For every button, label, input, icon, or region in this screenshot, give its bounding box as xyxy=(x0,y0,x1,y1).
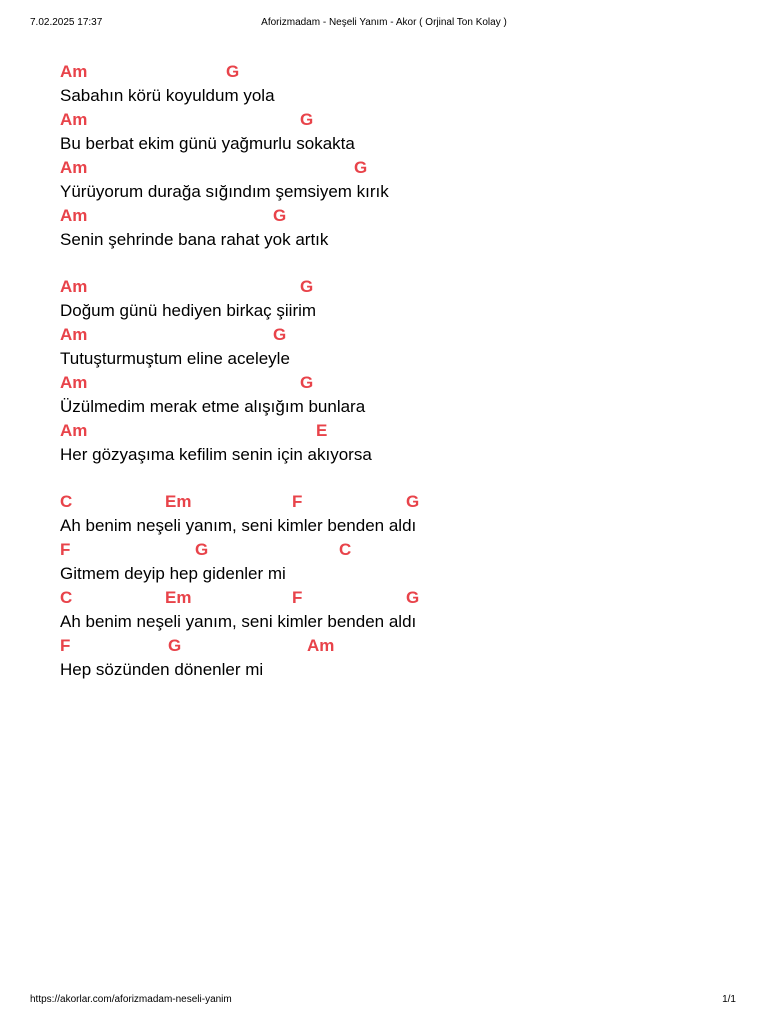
chord-line xyxy=(60,206,740,230)
chord: G xyxy=(273,325,287,344)
lyric-line: Tutuşturmuştum eline aceleyle xyxy=(60,349,290,368)
chord-line xyxy=(60,588,740,612)
chord: Am xyxy=(60,421,88,440)
chord: G xyxy=(300,110,314,129)
chord: F xyxy=(292,492,303,511)
print-footer xyxy=(0,994,768,1008)
chord-line xyxy=(60,62,740,86)
chord-line xyxy=(60,277,740,301)
chord-line xyxy=(60,373,740,397)
chord: F xyxy=(60,636,71,655)
chord: Am xyxy=(60,373,88,392)
chord: G xyxy=(406,492,420,511)
chord: Em xyxy=(165,492,192,511)
song-sheet xyxy=(60,62,740,707)
chord: G xyxy=(195,540,209,559)
page-number: 1/1 xyxy=(722,994,736,1005)
lyric-line: Bu berbat ekim günü yağmurlu sokakta xyxy=(60,134,355,153)
chord-line xyxy=(60,492,740,516)
lyric-line: Üzülmedim merak etme alışığım bunlara xyxy=(60,397,366,416)
chord: Am xyxy=(307,636,335,655)
chord: G xyxy=(406,588,420,607)
chord-line xyxy=(60,158,740,182)
lyric-line: Gitmem deyip hep gidenler mi xyxy=(60,564,286,583)
chord-line xyxy=(60,636,740,660)
chord: F xyxy=(292,588,303,607)
print-date: 7.02.2025 17:37 xyxy=(30,17,103,28)
chord-line xyxy=(60,110,740,134)
chord: Am xyxy=(60,110,88,129)
lyric-line: Her gözyaşıma kefilim senin için akıyorsa xyxy=(60,445,372,464)
chord: C xyxy=(339,540,352,559)
chord: Am xyxy=(60,206,88,225)
chord: E xyxy=(316,421,328,440)
chord: G xyxy=(300,373,314,392)
lyric-line: Yürüyorum durağa sığındım şemsiyem kırık xyxy=(60,182,389,201)
chord-line xyxy=(60,421,740,445)
lyric-line: Doğum günü hediyen birkaç şiirim xyxy=(60,301,317,320)
chord: C xyxy=(60,492,73,511)
chord: G xyxy=(226,62,240,81)
chord: G xyxy=(273,206,287,225)
lyric-line: Ah benim neşeli yanım, seni kimler benden aldı xyxy=(60,516,417,535)
source-url: https://akorlar.com/aforizmadam-neseli-yanim xyxy=(30,994,232,1005)
lyric-line: Ah benim neşeli yanım, seni kimler benden aldı xyxy=(60,612,417,631)
chord: Am xyxy=(60,62,88,81)
chord-line xyxy=(60,540,740,564)
chord: Am xyxy=(60,158,88,177)
chorus xyxy=(60,492,740,684)
chord: G xyxy=(168,636,182,655)
verse-2 xyxy=(60,277,740,469)
chord: F xyxy=(60,540,71,559)
chord: G xyxy=(300,277,314,296)
chord: G xyxy=(354,158,368,177)
print-header xyxy=(0,17,768,31)
lyric-line: Senin şehrinde bana rahat yok artık xyxy=(60,230,329,249)
verse-1 xyxy=(60,62,740,254)
chord: Am xyxy=(60,277,88,296)
chord: Em xyxy=(165,588,192,607)
lyric-line: Sabahın körü koyuldum yola xyxy=(60,86,275,105)
chord-line xyxy=(60,325,740,349)
document-title: Aforizmadam - Neşeli Yanım - Akor ( Orjinal Ton Kolay ) xyxy=(261,17,507,28)
chord: Am xyxy=(60,325,88,344)
lyric-line: Hep sözünden dönenler mi xyxy=(60,660,264,679)
chord: C xyxy=(60,588,73,607)
